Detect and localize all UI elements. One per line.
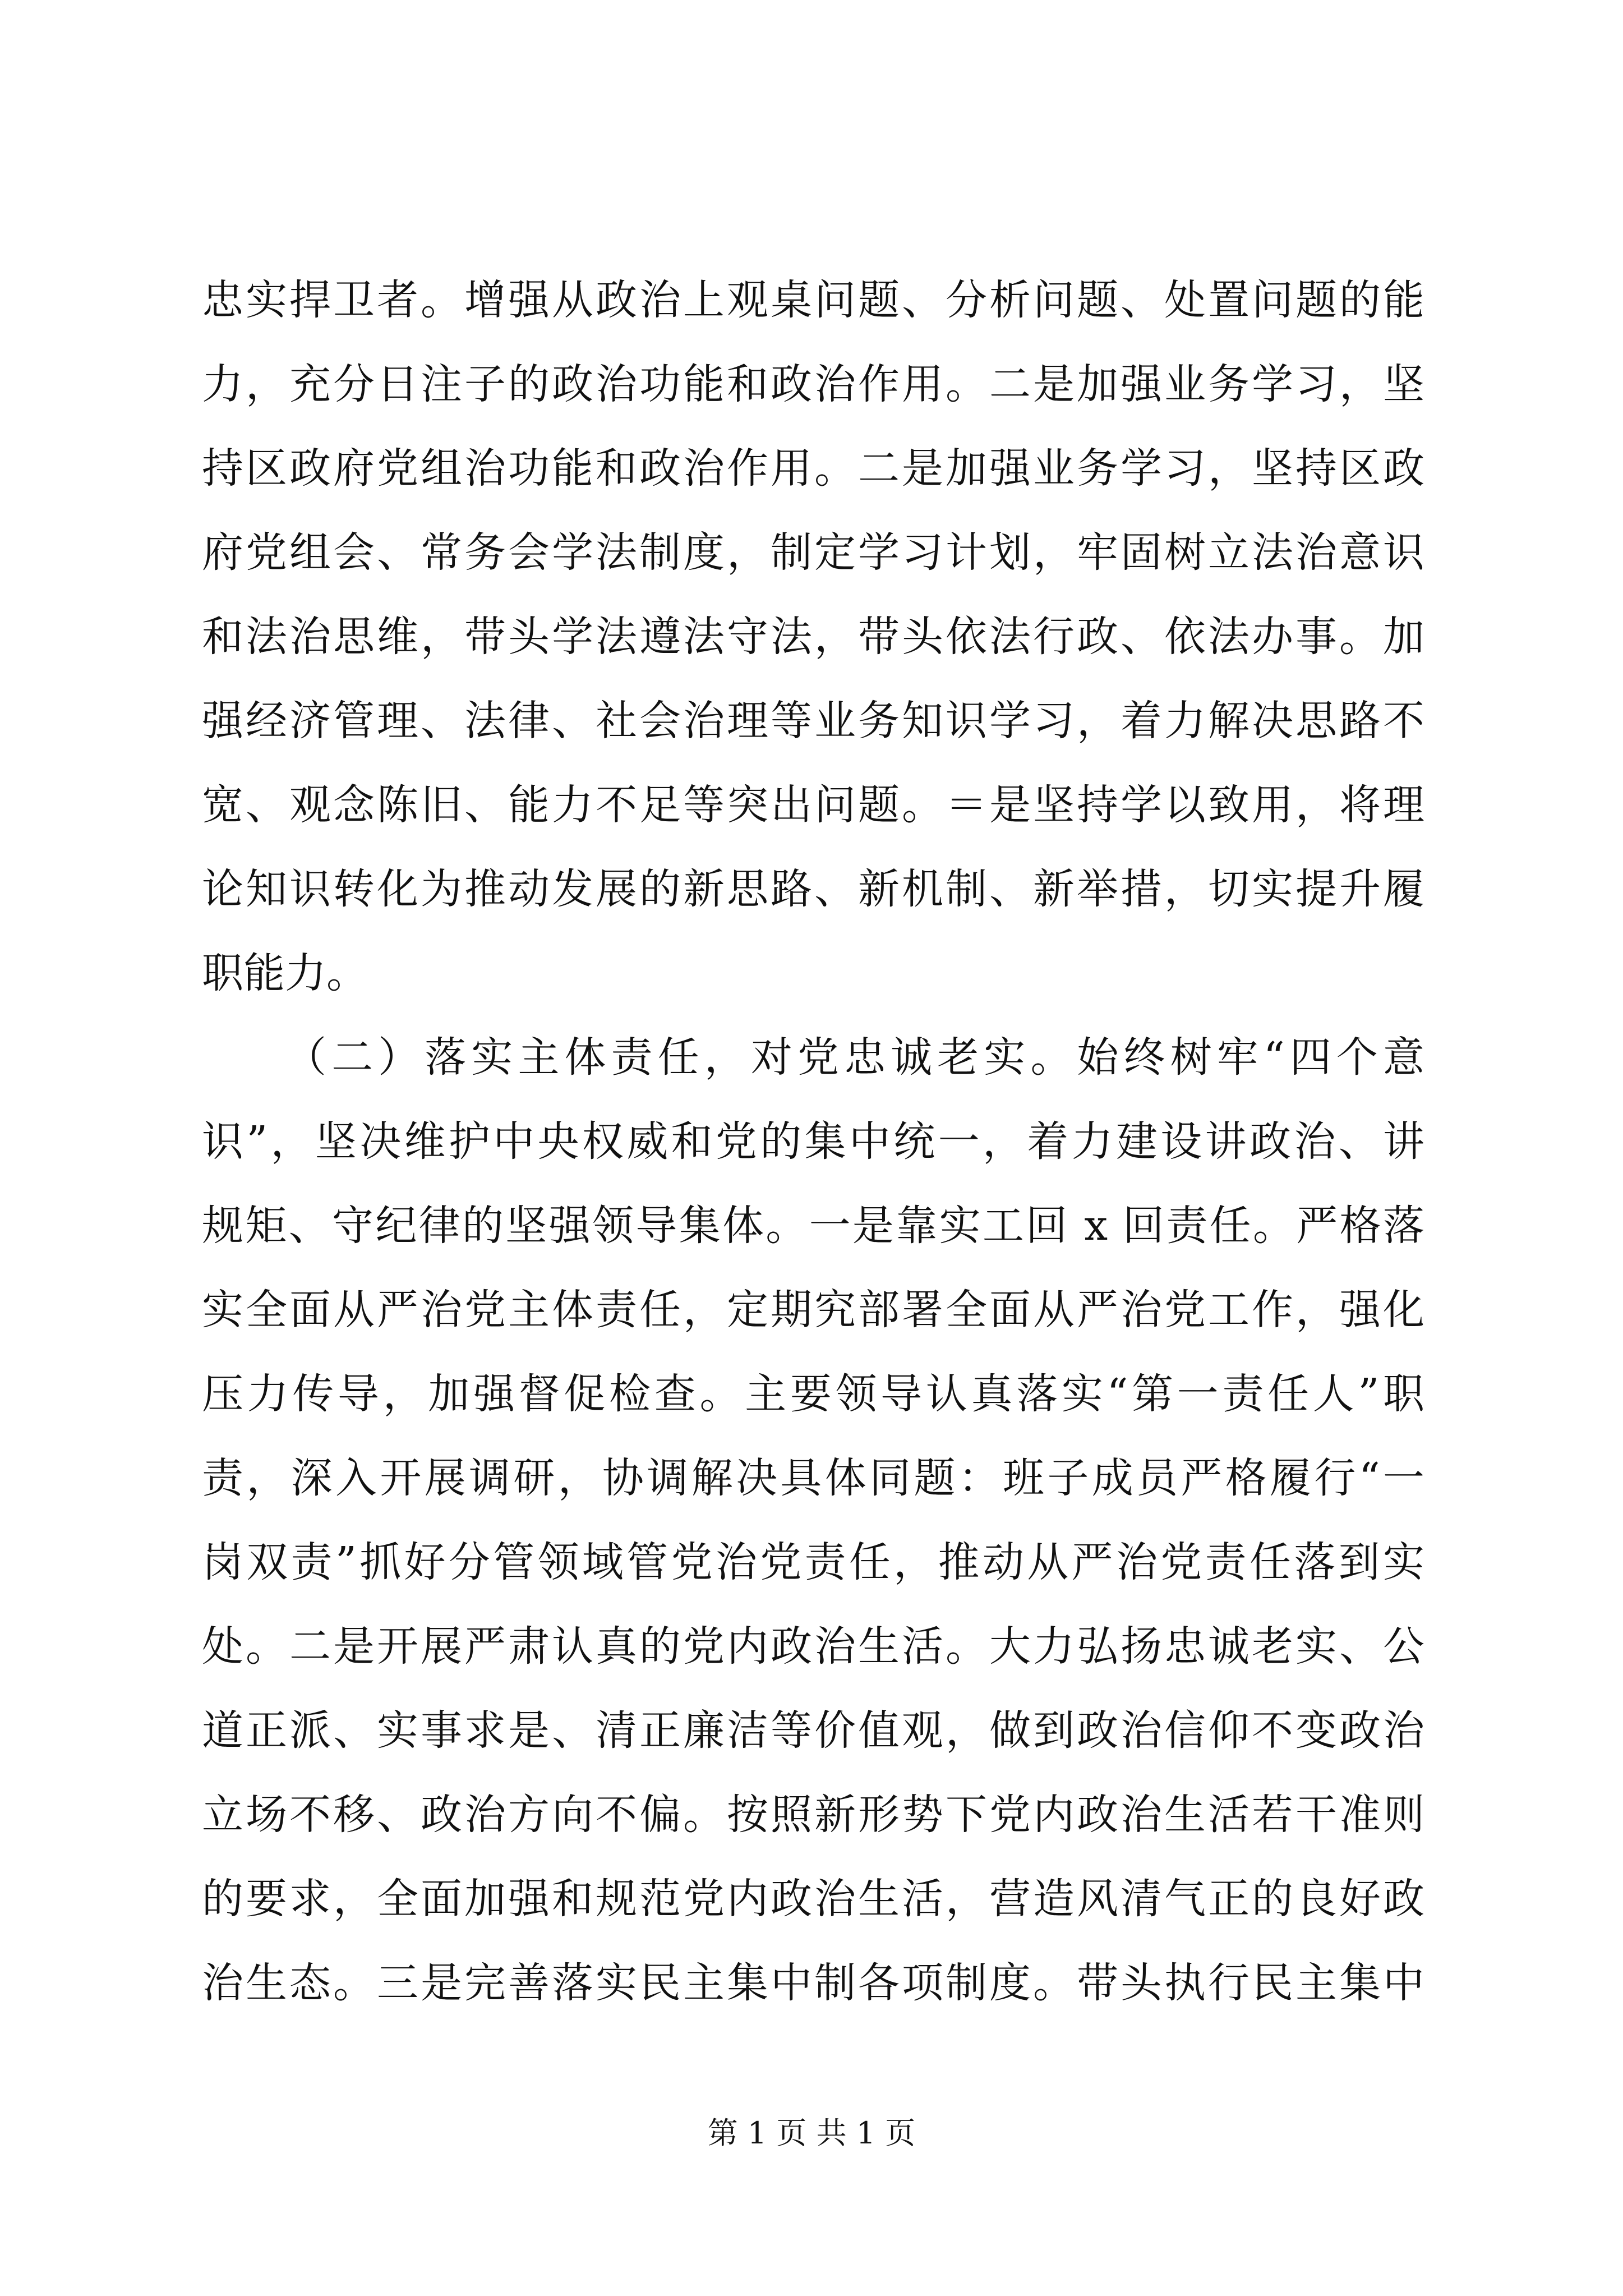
section-heading-line: （二）落实主体责任，对党忠诚老实。始终树牢“四个意	[285, 1033, 1424, 1082]
text-line: 宽、观念陈旧、能力不足等突出问题。＝是坚持学以致用，将理	[202, 781, 1424, 829]
page-number-footer: 第 1 页 共 1 页	[707, 2115, 916, 2151]
text-line: 识”，坚决维护中央权威和党的集中统一，着力建设讲政治、讲	[202, 1117, 1424, 1166]
text-line: 府党组会、常务会学法制度，制定学习计划，牢固树立法治意识	[202, 528, 1424, 577]
text-line: 的要求，全面加强和规范党内政治生活，营造风清气正的良好政	[202, 1875, 1424, 1923]
text-line: 力，充分日注子的政治功能和政治作用。二是加强业务学习，坚	[202, 360, 1424, 408]
text-line: 持区政府党组治功能和政治作用。二是加强业务学习，坚持区政	[202, 444, 1424, 493]
text-line: 职能力。	[202, 949, 368, 997]
text-line: 论知识转化为推动发展的新思路、新机制、新举措，切实提升履	[202, 865, 1424, 913]
text-line: 立场不移、政治方向不偏。按照新形势下党内政治生活若干准则	[202, 1791, 1424, 1839]
text-line: 岗双责”抓好分管领域管党治党责任，推动从严治党责任落到实	[202, 1538, 1424, 1586]
text-line: 责，深入开展调研，协调解决具体同题：班子成员严格履行“一	[202, 1454, 1424, 1502]
text-line: 规矩、守纪律的坚强领导集体。一是靠实工回 x 回责任。严格落	[202, 1202, 1424, 1250]
text-line: 实全面从严治党主体责任，定期究部署全面从严治党工作，强化	[202, 1286, 1424, 1334]
text-line: 道正派、实事求是、清正廉洁等价值观，做到政治信仰不变政治	[202, 1706, 1424, 1755]
body-text	[202, 258, 1424, 2025]
text-line: 和法治思维，带头学法遵法守法，带头依法行政、依法办事。加	[202, 613, 1424, 661]
text-line: 压力传导，加强督促检查。主要领导认真落实“第一责任人”职	[202, 1370, 1424, 1418]
text-line: 处。二是开展严肃认真的党内政治生活。大力弘扬忠诚老实、公	[202, 1622, 1424, 1671]
text-line: 强经济管理、法律、社会治理等业务知识学习，着力解决思路不	[202, 697, 1424, 745]
text-line: 治生态。三是完善落实民主集中制各项制度。带头执行民主集中	[202, 1959, 1424, 2007]
text-line: 忠实捍卫者。增强从政治上观桌问题、分析问题、处置问题的能	[202, 276, 1424, 324]
